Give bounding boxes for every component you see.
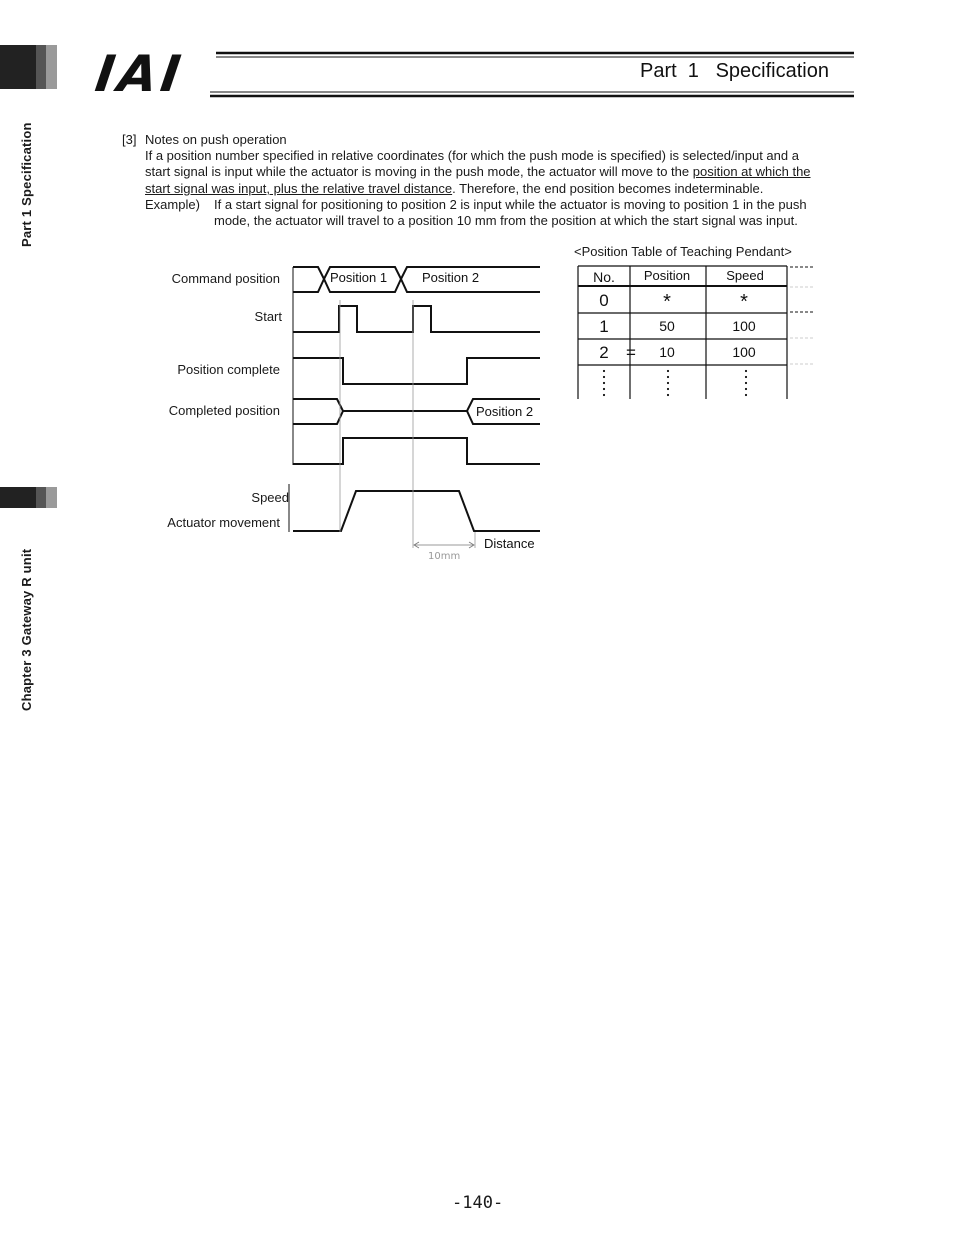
para-line-3 (145, 181, 763, 197)
para-line-1: If a position number specified in relative coordinates (for which the push mode is specified) is selected/input and a (145, 148, 799, 163)
table-header-speed: Speed (726, 268, 764, 283)
label-start: Start (254, 309, 282, 324)
table-cell-no: 2 (599, 343, 609, 362)
sidebar-tab-part (0, 45, 36, 89)
bus-label-completed-position2: Position 2 (476, 404, 534, 419)
label-actuator-movement: Actuator movement (167, 515, 280, 530)
label-speed: Speed (251, 490, 289, 505)
table-cell-no: 1 (599, 317, 609, 336)
timing-diagram (285, 252, 550, 567)
table-cell-position: 10 (659, 344, 675, 360)
section-heading: Notes on push operation (145, 132, 287, 147)
table-cell-speed: 100 (732, 318, 756, 334)
label-completed-position: Completed position (168, 403, 280, 418)
label-distance: Distance (484, 536, 535, 551)
start-signal (293, 306, 540, 332)
sidebar-tab-part-shade (36, 45, 46, 89)
para-line-2 (145, 164, 811, 180)
sidebar-tab-chapter-light (46, 487, 57, 508)
iai-logo: IAI (91, 45, 188, 103)
position-complete-signal (293, 358, 540, 384)
header-title: Part 1 Specification (640, 60, 829, 82)
sidebar-tab-part-light (46, 45, 57, 89)
sidebar-part-label: Part 1 Specification (19, 122, 34, 247)
table-cell-no: 0 (599, 291, 609, 310)
table-cell-relative-mark: = (626, 343, 636, 362)
example-label: Example) (145, 197, 200, 212)
label-command-position: Command position (171, 271, 280, 286)
example-line-2: mode, the actuator will travel to a position 10 mm from the position at which the start signal was input. (214, 213, 798, 228)
table-cell-speed: * (740, 291, 748, 313)
table-cell-position: 50 (659, 318, 675, 334)
para-line-2-underlined: position at which the (692, 164, 811, 179)
label-10mm: 10mm (428, 551, 461, 562)
label-position-complete: Position complete (177, 362, 280, 377)
para-line-3-plain: . Therefore, the end position becomes indeterminable. (452, 181, 764, 196)
table-header-no: No. (593, 269, 615, 285)
table-continuation-dots (603, 370, 747, 396)
example-line-1: If a start signal for positioning to position 2 is input while the actuator is moving to position 1 in the push (214, 197, 807, 212)
sidebar-chapter-label: Chapter 3 Gateway R unit (19, 548, 34, 711)
bus-label-position2: Position 2 (422, 270, 480, 285)
sidebar-tab-chapter (0, 487, 36, 508)
bus-label-position1: Position 1 (330, 270, 388, 285)
page-number: -140- (452, 1193, 504, 1213)
table-header-position: Position (643, 268, 691, 283)
para-line-2-plain: start signal is input while the actuator is moving in the push mode, the actuator will move to the (145, 164, 693, 179)
sidebar-tab-chapter-shade (36, 487, 46, 508)
para-line-3-underlined: start signal was input, plus the relative travel distance (145, 181, 453, 196)
table-cell-speed: 100 (732, 344, 756, 360)
position-table (572, 260, 817, 404)
position-table-caption: <Position Table of Teaching Pendant> (574, 244, 792, 259)
section-number: [3] (122, 132, 137, 147)
moving-signal (293, 438, 540, 464)
speed-profile (293, 491, 540, 531)
table-cell-position: * (663, 291, 671, 313)
